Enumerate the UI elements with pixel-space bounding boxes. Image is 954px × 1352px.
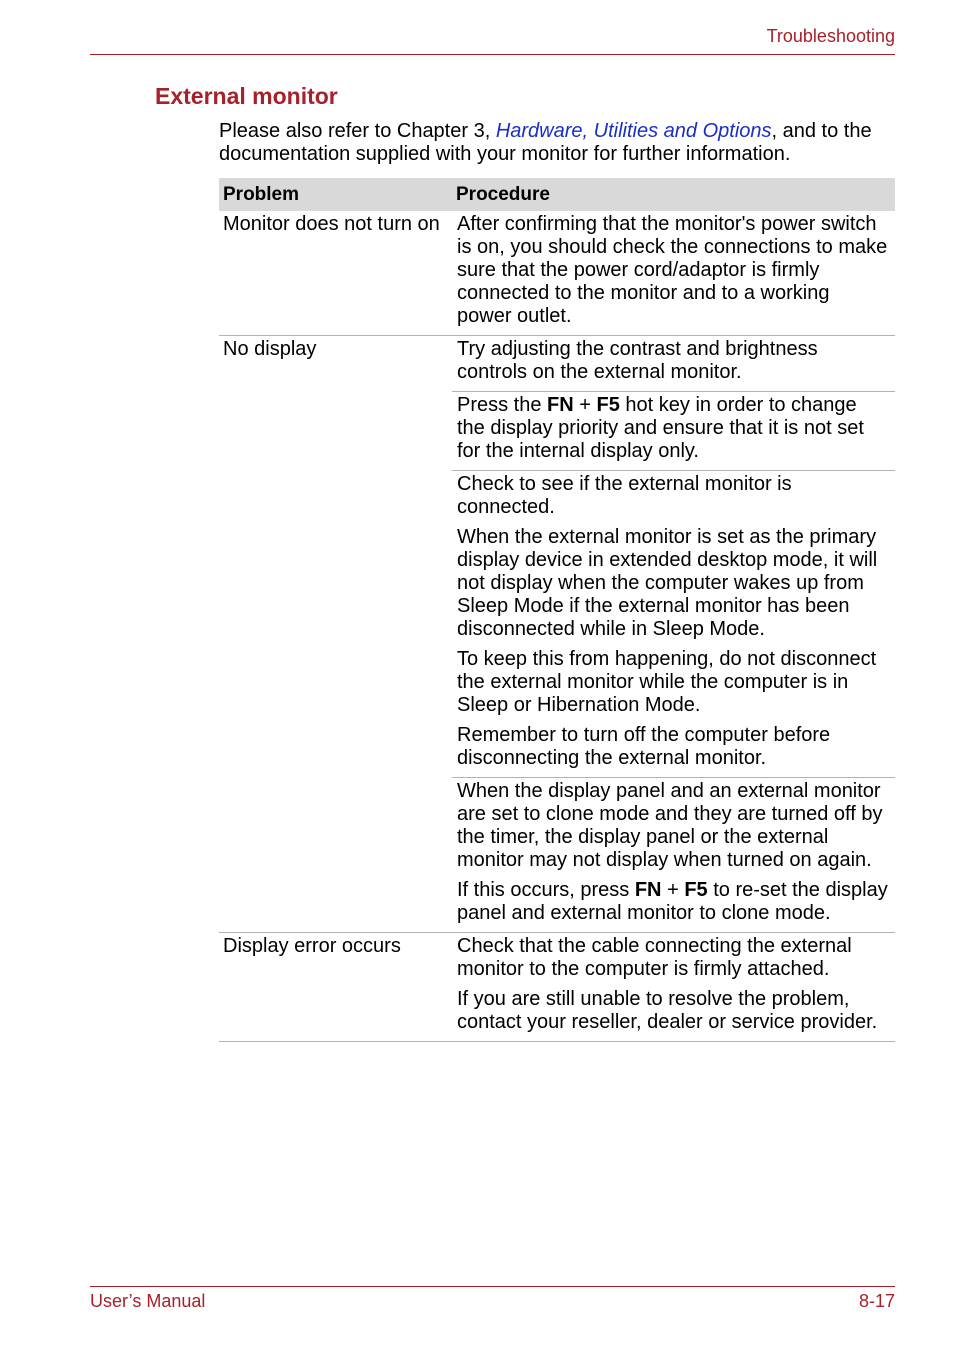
procedure-text: Check to see if the external monitor is connected. <box>457 473 792 518</box>
procedure-text: Check that the cable connecting the external monitor to the computer is firmly attached. <box>457 935 852 980</box>
key-f5: F5 <box>684 879 708 901</box>
problem-cell: Display error occurs <box>219 933 452 1042</box>
procedure-text: If you are still unable to resolve the problem, contact your reseller, dealer or service provider. <box>457 988 878 1033</box>
section-title: External monitor <box>155 83 338 109</box>
procedure-text: When the external monitor is set as the primary display device in extended desktop mode, it will not display when the computer wakes up from Sleep Mode if the external monitor has been disconnected while in Sleep Mode. <box>457 526 878 640</box>
procedure-cell <box>452 211 895 336</box>
key-fn: FN <box>547 394 574 416</box>
column-header-problem: Problem <box>219 178 452 211</box>
bottom-rule <box>90 1286 895 1287</box>
procedure-text <box>457 879 889 925</box>
text-run: + <box>573 394 597 416</box>
problem-cell: Monitor does not turn on <box>219 211 452 336</box>
procedure-text: To keep this from happening, do not disconnect the external monitor while the computer is in Sleep or Hibernation Mode. <box>457 648 877 716</box>
table-row <box>219 336 895 933</box>
procedure-block <box>452 778 895 932</box>
footer-page-number: 8-17 <box>858 1291 895 1311</box>
procedure-block <box>452 471 895 778</box>
procedure-block <box>452 933 895 1041</box>
running-header: Troubleshooting <box>766 26 895 46</box>
table-header-row <box>219 178 895 211</box>
procedure-cell <box>452 933 895 1042</box>
procedure-block <box>452 392 895 471</box>
troubleshooting-table <box>219 178 895 1042</box>
intro-text-after: , and to the documentation supplied with your monitor for further information. <box>219 120 872 165</box>
text-run: + <box>661 879 685 901</box>
procedure-block <box>452 336 895 392</box>
procedure-block <box>452 211 895 335</box>
column-header-procedure: Procedure <box>452 178 895 211</box>
procedure-text: When the display panel and an external monitor are set to clone mode and they are turned off by the timer, the display panel or the external monitor may not display when turned on again. <box>457 780 883 871</box>
problem-cell: No display <box>219 336 452 933</box>
procedure-text <box>457 394 889 463</box>
procedure-cell <box>452 336 895 933</box>
table-row <box>219 933 895 1042</box>
intro-paragraph <box>219 120 895 166</box>
top-rule <box>90 54 895 55</box>
footer-manual-title: User’s Manual <box>90 1291 206 1311</box>
procedure-text: Remember to turn off the computer before disconnecting the external monitor. <box>457 724 831 769</box>
text-run: Press the <box>457 394 548 416</box>
procedure-text: After confirming that the monitor's power switch is on, you should check the connections to make sure that the power cord/adaptor is firmly connected to the monitor and to a working power outlet. <box>457 213 888 327</box>
procedure-text: Try adjusting the contrast and brightness controls on the external monitor. <box>457 338 818 383</box>
intro-text-before: Please also refer to Chapter 3, <box>219 120 496 142</box>
key-f5: F5 <box>596 394 620 416</box>
text-run: to re-set the display panel and external monitor to clone mode. <box>457 879 888 924</box>
key-fn: FN <box>634 879 662 901</box>
table-row <box>219 211 895 336</box>
text-run: hot key in order to change the display priority and ensure that it is not set for the internal display only. <box>457 394 864 462</box>
chapter-link[interactable]: Hardware, Utilities and Options <box>495 120 772 142</box>
text-run: If this occurs, press <box>457 879 635 901</box>
